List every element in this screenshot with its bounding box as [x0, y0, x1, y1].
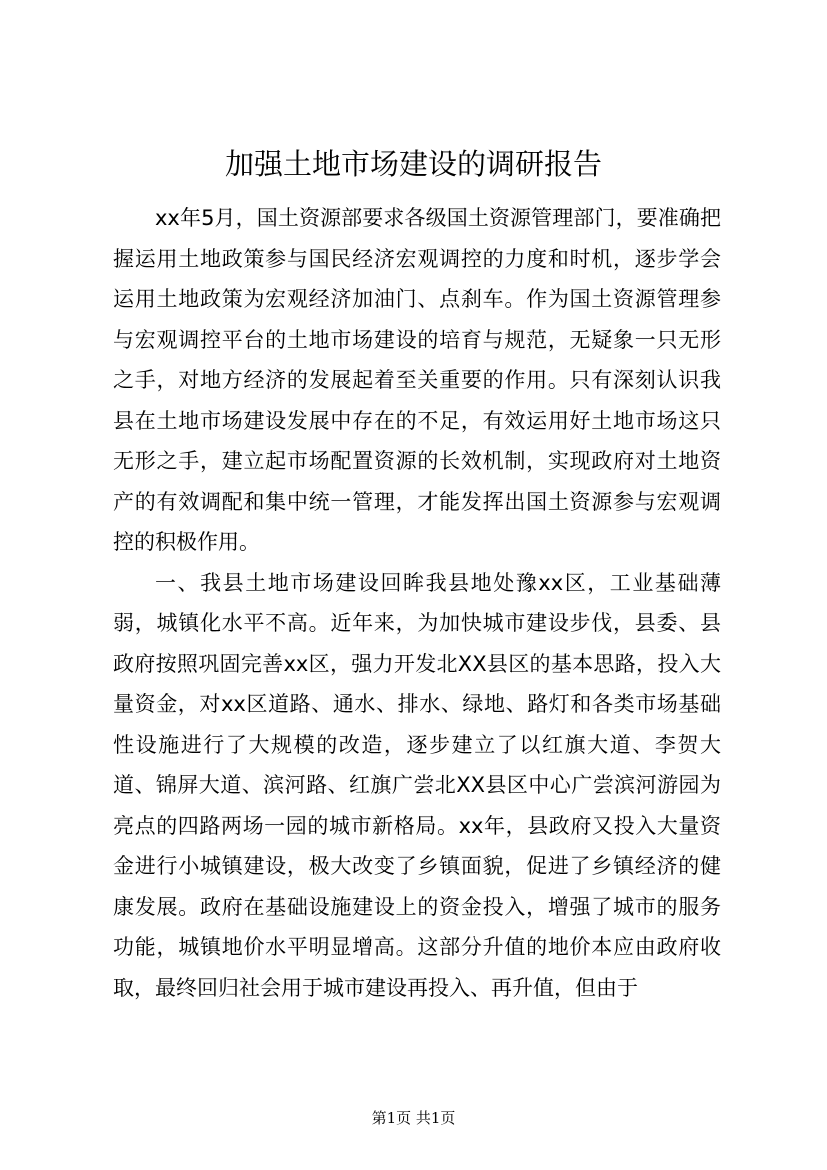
paragraph-intro: xx年5月，国土资源部要求各级国土资源管理部门，要准确把握运用土地政策参与国民经济宏观调控的力度和时机，逐步学会运用土地政策为宏观经济加油门、点刹车。作为国土资源管理参与宏观调控平台的土地市场建设的培育与规范，无疑象一只无形之手，对地方经济的发展起着至关重要的作用。只有深刻认识我县在土地市场建设发展中存在的不足，有效运用好土地市场这只无形之手，建立起市场配置资源的长效机制，实现政府对土地资产的有效调配和集中统一管理，才能发挥出国土资源参与宏观调控的积极作用。 [113, 206, 721, 554]
page-footer: 第1页 共1页 [371, 1109, 456, 1127]
document-body [113, 198, 721, 1008]
document-title: 加强土地市场建设的调研报告 [224, 147, 602, 181]
paragraph-section-one: 一、我县土地市场建设回眸我县地处豫xx区，工业基础薄弱，城镇化水平不高。近年来，为加快城市建设步伐，县委、县政府按照巩固完善xx区，强力开发北XX县区的基本思路，投入大量资金，对xx区道路、通水、排水、绿地、路灯和各类市场基础性设施进行了大规模的改造，逐步建立了以红旗大道、李贺大道、锦屏大道、滨河路、红旗广尝北XX县区中心广尝滨河游园为亮点的四路两场一园的城市新格局。xx年，县政府又投入大量资金进行小城镇建设，极大改变了乡镇面貌，促进了乡镇经济的健康发展。政府在基础设施建设上的资金投入，增强了城市的服务功能，城镇地价水平明显增高。这部分升值的地价本应由政府收取，最终回归社会用于城市建设再投入、再升值，但由于 [113, 570, 721, 1000]
